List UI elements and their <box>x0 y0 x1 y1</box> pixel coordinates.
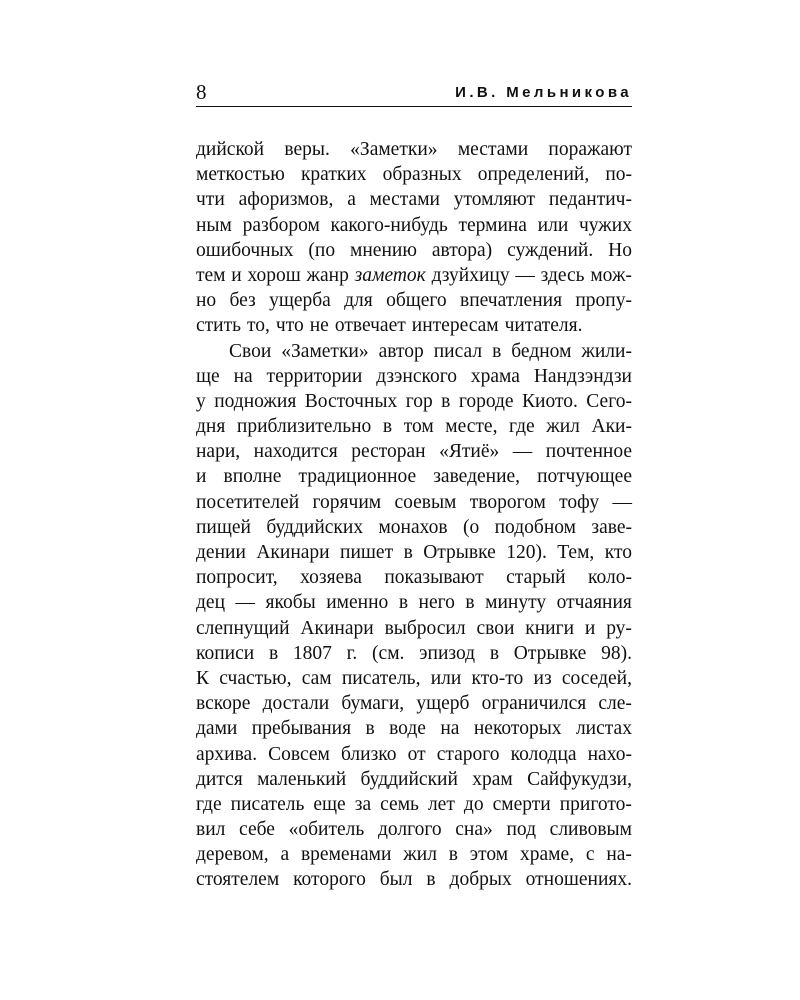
word: кописи <box>196 642 255 664</box>
text-line <box>196 162 632 187</box>
word: Нандзэндзи <box>533 365 632 387</box>
text-line <box>196 364 632 389</box>
text-line <box>196 389 632 414</box>
word: чти <box>196 189 225 211</box>
word: храма <box>470 365 520 387</box>
word: что <box>275 315 304 337</box>
word: приблизительно <box>236 416 372 438</box>
text-line <box>196 540 632 565</box>
word: то, <box>247 315 270 337</box>
word: смерти <box>492 793 551 815</box>
word: сам <box>301 667 332 689</box>
word: чужих <box>578 214 632 236</box>
word: для <box>344 290 373 312</box>
text-line <box>196 616 632 641</box>
text-line <box>196 213 632 238</box>
word: именно <box>326 592 389 614</box>
word: ущерб <box>416 693 470 715</box>
word: вил <box>196 819 226 841</box>
word: которого <box>293 869 366 891</box>
word: старого <box>436 743 500 765</box>
word: себе <box>239 819 275 841</box>
word: Тем, <box>557 542 595 563</box>
text-line <box>196 313 632 338</box>
word: заве- <box>591 516 632 538</box>
word: дня <box>196 416 226 438</box>
text-line <box>196 515 632 540</box>
word: нари, <box>196 441 241 463</box>
word: Киото. <box>522 390 578 412</box>
text-line <box>196 137 632 162</box>
word: Восточных <box>304 390 398 412</box>
word: храме, <box>519 844 575 866</box>
word: традиционное <box>298 466 417 488</box>
word: территории <box>266 365 363 387</box>
word: суждений. <box>507 239 594 261</box>
text-line <box>196 263 632 288</box>
text-line <box>196 666 632 691</box>
word: где <box>509 416 535 438</box>
word: слепнущий <box>196 617 290 639</box>
word: 1807 <box>292 642 332 664</box>
word: монахов <box>378 516 448 538</box>
word: ошибочных <box>196 239 294 261</box>
word: жил <box>546 416 580 438</box>
word: но <box>196 290 217 312</box>
word: от <box>407 743 426 765</box>
word: под <box>506 819 536 841</box>
word: интересам <box>411 315 499 337</box>
word: семь <box>380 793 419 815</box>
word: минуту <box>485 592 547 614</box>
word: жил <box>403 844 437 866</box>
word: Аки- <box>591 416 632 438</box>
word: попросит, <box>196 567 278 589</box>
word: «Заметки» <box>350 139 438 160</box>
word: дец <box>196 592 226 614</box>
word: г. <box>346 642 358 664</box>
word: Сего- <box>586 390 632 412</box>
word: или <box>537 214 569 236</box>
word: потчующее <box>537 466 632 488</box>
word: автор <box>378 340 424 362</box>
word: у <box>196 390 206 412</box>
word: Совсем <box>268 743 330 765</box>
word: дении <box>196 542 246 563</box>
word: — <box>612 491 632 513</box>
text-line <box>196 867 632 892</box>
word: добрых <box>449 869 512 891</box>
word: (по <box>308 239 336 261</box>
word: тофу <box>559 491 600 513</box>
word: отчаяния <box>556 592 632 614</box>
word: него <box>418 592 455 614</box>
word: горячим <box>312 491 382 513</box>
word: в <box>403 542 413 563</box>
word: Отрывке <box>423 542 496 563</box>
word: с <box>585 844 595 866</box>
word: выбросил <box>384 617 466 639</box>
word: в <box>365 718 375 740</box>
word: сле- <box>598 693 632 715</box>
word: писал <box>433 340 483 362</box>
word: не <box>309 315 329 337</box>
word: меткостью <box>196 164 285 186</box>
word: Свои <box>229 340 272 362</box>
text-line <box>196 691 632 716</box>
word: сливовым <box>549 819 632 841</box>
word: гор <box>405 390 433 412</box>
word: без <box>229 290 256 312</box>
word: жанр <box>306 264 349 286</box>
word: заведение, <box>433 466 521 488</box>
word: коло- <box>588 567 632 589</box>
text-line <box>196 490 632 515</box>
word: автора) <box>431 239 493 261</box>
word: и <box>196 466 207 488</box>
text-line <box>196 464 632 489</box>
word: Но <box>608 239 632 261</box>
word: утомляют <box>453 189 536 211</box>
word: Сайфукудзи, <box>527 768 632 790</box>
word: в <box>382 416 393 438</box>
word: маленький <box>257 768 347 790</box>
word: ограничился <box>481 693 587 715</box>
word: а <box>347 189 356 211</box>
word: стоятелем <box>196 869 280 891</box>
word: К <box>196 667 210 689</box>
word: в <box>465 592 475 614</box>
word: общего <box>386 290 447 312</box>
word: какого-нибудь <box>330 214 448 236</box>
word: хорош <box>247 264 301 286</box>
word: по- <box>605 164 632 186</box>
word: городе <box>458 390 514 412</box>
word: том <box>403 416 434 438</box>
word: определений, <box>477 164 590 186</box>
word: местами <box>457 139 529 160</box>
word: жили- <box>581 340 632 362</box>
word: Акинари <box>300 617 374 639</box>
word: показывают <box>384 567 484 589</box>
word: писатель, <box>341 667 421 689</box>
word: дами <box>196 718 238 740</box>
word: дзэнского <box>376 365 458 387</box>
word: в <box>492 340 502 362</box>
word: колодца <box>510 743 577 765</box>
word: — <box>512 441 533 463</box>
text-line <box>196 767 632 792</box>
word: пропу- <box>575 290 632 312</box>
word: ру- <box>606 617 632 639</box>
word: кратких <box>300 164 367 186</box>
word: достали <box>262 693 330 715</box>
text-line <box>196 565 632 590</box>
word: еще <box>313 793 346 815</box>
word: 98). <box>601 642 632 664</box>
text-line <box>196 439 632 464</box>
word: впечатления <box>460 290 563 312</box>
word: лет <box>427 793 455 815</box>
word: заметок <box>354 264 426 286</box>
word: временами <box>300 844 392 866</box>
word: творогом <box>469 491 546 513</box>
word: долгого <box>377 819 442 841</box>
word: бумаги, <box>341 693 405 715</box>
text-line <box>196 842 632 867</box>
word: тем <box>196 264 226 286</box>
word: до <box>463 793 484 815</box>
word: архива. <box>196 743 258 765</box>
word: афоризмов, <box>238 189 334 211</box>
word: образных <box>382 164 462 186</box>
word: в <box>441 390 451 412</box>
text-line <box>196 817 632 842</box>
word: якобы <box>265 592 316 614</box>
word: в <box>448 844 458 866</box>
word: ным <box>196 214 232 236</box>
word: в <box>489 642 500 664</box>
word: — <box>515 264 535 286</box>
word: храм <box>472 768 513 790</box>
word: на- <box>606 844 632 866</box>
word: писатель <box>230 793 305 815</box>
running-head: И.В. Мельникова <box>455 84 632 101</box>
word: кто-то <box>471 667 524 689</box>
word: подножия <box>214 390 297 412</box>
word: в <box>426 869 436 891</box>
word: «Заметки» <box>281 340 369 362</box>
word: мож- <box>590 264 632 286</box>
word: «обитель <box>288 819 365 841</box>
word: был <box>379 869 413 891</box>
word: подобном <box>494 516 576 538</box>
word: и <box>584 617 596 639</box>
word: отвечает <box>334 315 406 337</box>
text-line <box>196 590 632 615</box>
word: буддийский <box>360 768 458 790</box>
word: ущерба <box>269 290 331 312</box>
word: счастью, <box>219 667 292 689</box>
word: мнению <box>350 239 417 261</box>
page-header <box>196 80 632 107</box>
word: веры. <box>284 139 330 160</box>
word: близко <box>340 743 397 765</box>
word: — <box>235 592 256 614</box>
text-line <box>196 288 632 313</box>
word: пребывания <box>251 718 352 740</box>
word: пишет <box>340 542 394 563</box>
word: разбором <box>242 214 320 236</box>
body-text <box>196 137 632 893</box>
word: на <box>233 365 253 387</box>
word: или <box>430 667 462 689</box>
word: пригото- <box>559 793 632 815</box>
text-line <box>196 716 632 741</box>
word: Акинари <box>256 542 330 563</box>
word: листах <box>575 718 632 740</box>
word: деревом, <box>196 844 269 866</box>
word: бедном <box>511 340 572 362</box>
word: воде <box>389 718 426 740</box>
word: в <box>268 642 279 664</box>
word: отношениях. <box>525 869 632 891</box>
word: «Ятиё» <box>439 441 500 463</box>
word: месте, <box>445 416 498 438</box>
word: кто <box>604 542 632 563</box>
text-line <box>196 238 632 263</box>
word: из <box>533 667 552 689</box>
text-line <box>196 742 632 767</box>
word: ресторан <box>351 441 426 463</box>
text-line <box>196 339 632 364</box>
page-number: 8 <box>196 80 207 104</box>
text-line <box>196 187 632 212</box>
word: вскоре <box>196 693 251 715</box>
word: эпизод <box>419 642 476 664</box>
word: где <box>196 793 222 815</box>
word: (см. <box>372 642 405 664</box>
word: (о <box>463 516 480 538</box>
word: а <box>280 844 290 866</box>
word: нахо- <box>587 743 632 765</box>
word: находится <box>253 441 338 463</box>
word: дийской <box>196 139 265 160</box>
word: Отрывке <box>513 642 587 664</box>
word: соседей, <box>561 667 632 689</box>
word: свои <box>476 617 515 639</box>
word: дзуйхицу <box>431 264 510 286</box>
word: дится <box>196 768 243 790</box>
word: читателя. <box>504 315 583 337</box>
text-line <box>196 414 632 439</box>
text-line <box>196 792 632 817</box>
word: этом <box>469 844 509 866</box>
word: и <box>231 264 242 286</box>
word: термина <box>458 214 527 236</box>
word: за <box>354 793 372 815</box>
word: соевым <box>394 491 457 513</box>
word: буддийских <box>266 516 364 538</box>
text-line <box>196 641 632 666</box>
word: пищей <box>196 516 251 538</box>
word: на <box>440 718 460 740</box>
word: поражают <box>548 139 632 160</box>
word: почтенное <box>545 441 632 463</box>
word: в <box>398 592 409 614</box>
word: вполне <box>223 466 282 488</box>
word: сна» <box>455 819 493 841</box>
word: педантич- <box>548 189 632 211</box>
word: хозяева <box>300 567 362 589</box>
word: книги <box>525 617 575 639</box>
word: здесь <box>540 264 585 286</box>
word: стить <box>196 315 242 337</box>
word: 120). <box>506 542 547 563</box>
word: ще <box>196 365 220 387</box>
word: посетителей <box>196 491 300 513</box>
word: старый <box>506 567 566 589</box>
word: некоторых <box>473 718 562 740</box>
word: местами <box>369 189 440 211</box>
